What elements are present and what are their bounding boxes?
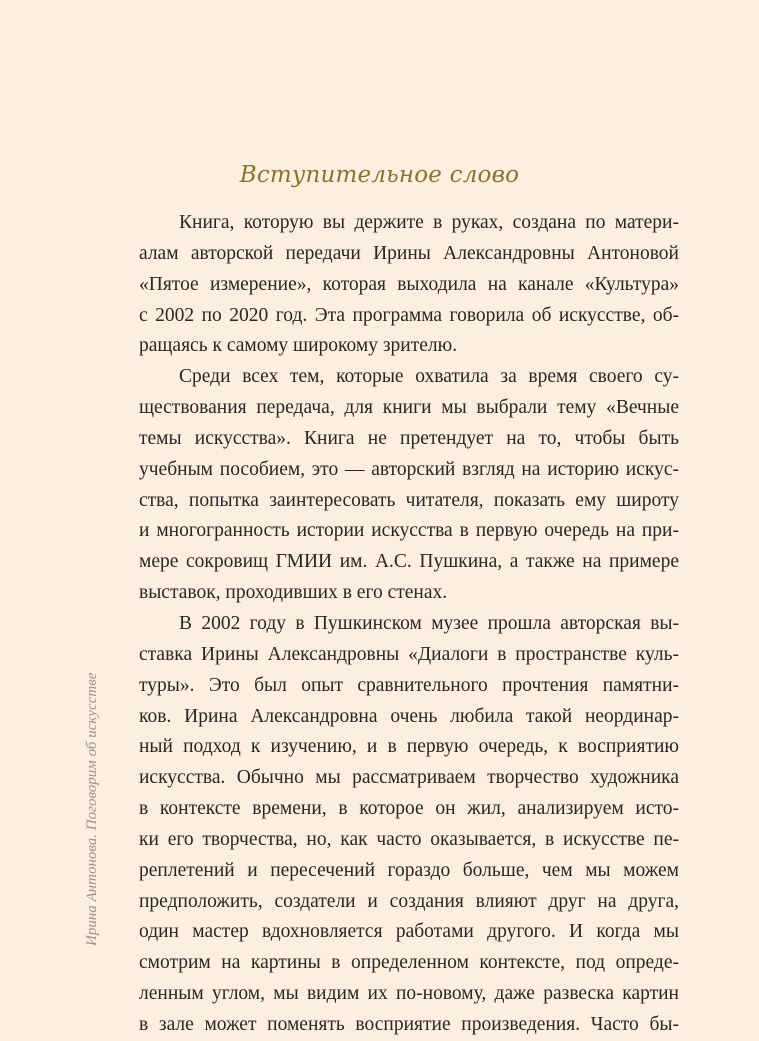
text-line: ставка Ирины Александровны «Диалоги в пространстве куль-	[139, 643, 679, 665]
text-line: туры». Это был опыт сравнительного прочтения памятни-	[139, 674, 679, 696]
text-line: ществования передача, для книги мы выбрали тему «Вечные	[139, 397, 679, 419]
text-line: В 2002 году в Пушкинском музее прошла авторская вы-	[179, 612, 679, 634]
text-line: один мастер вдохновляется работами другого. И когда мы	[139, 921, 679, 943]
text-line: алам авторской передачи Ирины Александровны Антоновой	[139, 242, 679, 264]
running-head-vertical: Ирина Антонова. Поговорим об искусстве	[84, 672, 100, 946]
text-line: ленным углом, мы видим их по-новому, даже развеска картин	[139, 983, 679, 1005]
text-line: с 2002 по 2020 год. Эта программа говорила об искусстве, об-	[139, 304, 679, 326]
text-line: Среди всех тем, которые охватила за время своего су-	[179, 366, 679, 388]
body-text	[139, 208, 679, 1041]
text-line: ки его творчества, но, как часто оказывается, в искусстве пе-	[139, 828, 679, 850]
text-line: ный подход к изучению, и в первую очередь, к восприятию	[139, 736, 679, 758]
text-line: в зале может поменять восприятие произведения. Часто бы-	[139, 1013, 679, 1035]
text-line: ков. Ирина Александровна очень любила такой неординар-	[139, 705, 679, 727]
text-line: учебным пособием, это — авторский взгляд на историю искус-	[139, 458, 679, 480]
text-line: мере сокровищ ГМИИ им. А.С. Пушкина, а также на примере	[139, 551, 679, 573]
text-line: темы искусства». Книга не претендует на то, чтобы быть	[139, 427, 679, 449]
text-line: Книга, которую вы держите в руках, создана по матери-	[179, 212, 679, 233]
text-line: смотрим на картины в определенном контексте, под опреде-	[139, 952, 679, 974]
text-line: «Пятое измерение», которая выходила на канале «Культура»	[139, 273, 679, 295]
text-line: ства, попытка заинтересовать читателя, показать ему широту	[139, 489, 679, 511]
text-line: в контексте времени, в которое он жил, анализируем исто-	[139, 798, 679, 820]
text-line: и многогранность истории искусства в первую очередь на при-	[139, 520, 679, 542]
text-line: предположить, создатели и создания влияют друг на друга,	[139, 890, 679, 912]
text-line: реплетений и пересечений гораздо больше, чем мы можем	[139, 859, 679, 881]
text-line: ращаясь к самому широкому зрителю.	[139, 335, 458, 357]
chapter-heading: Вступительное слово	[239, 162, 520, 188]
text-line: выставок, проходивших в его стенах.	[139, 582, 448, 604]
text-line: искусства. Обычно мы рассматриваем творчество художника	[139, 767, 679, 789]
